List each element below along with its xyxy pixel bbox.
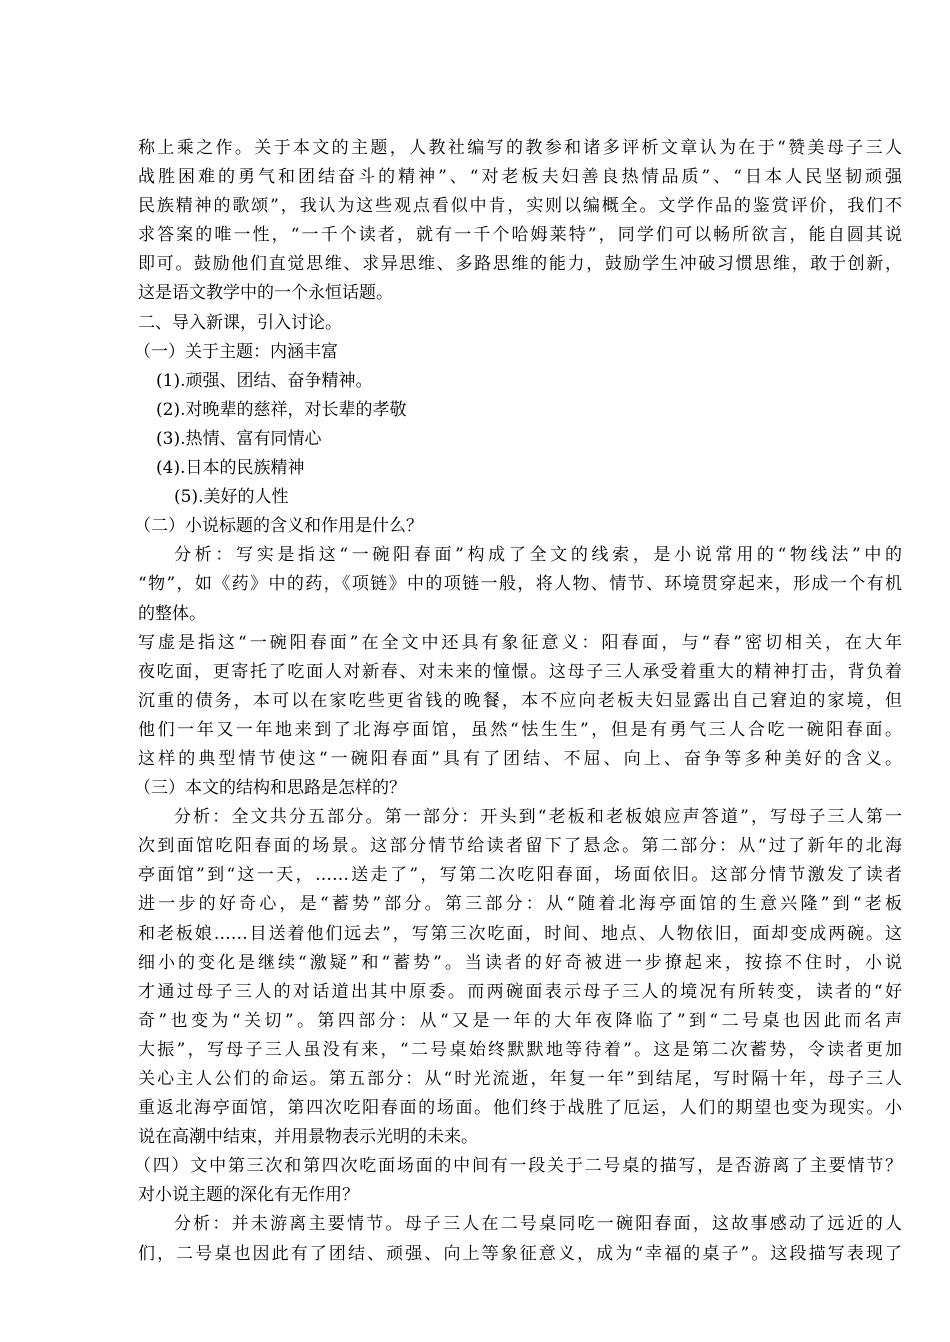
text-line: 奇”也变为“关切”。第四部分：从“又是一年的大年夜降临了”到“二号桌也因此而名声 [138,1010,902,1031]
text-line: (1).顽强、团结、奋争精神。 [156,370,373,391]
text-line: (5).美好的人性 [174,487,289,508]
text-line: 称上乘之作。关于本文的主题，人教社编写的教参和诸多评析文章认为在于“赞美母子三人 [138,138,902,158]
text-line: （一）关于主题：内涵丰富 [134,341,338,362]
text-line: 民族精神的歌颂”，我认为这些观点看似中肯，实则以编概全。文学作品的鉴赏评价，我们不 [138,196,902,217]
text-line: 写虚是指这“一碗阳春面”在全文中还具有象征意义：阳春面，与“春”密切相关，在大年 [138,632,902,653]
text-line: 关心主人公们的命运。第五部分：从“时光流逝，年复一年”到结尾，写时隔十年，母子三人 [138,1069,902,1089]
text-line: 即可。鼓励他们直觉思维、求异思维、多路思维的能力，鼓励学生冲破习惯思维，敢于创新， [138,254,902,275]
text-line: 他们一年又一年地来到了北海亭面馆，虽然“怯生生”，但是有勇气三人合吃一碗阳春面。 [138,719,902,740]
text-line: 战胜困难的勇气和团结奋斗的精神”、“对老板夫妇善良热情品质”、“日本人民坚韧顽强 [138,167,902,188]
text-line: 细小的变化是继续“激疑”和“蓄势”。当读者的好奇被进一步撩起来，按捺不住时，小说 [138,952,902,973]
text-line: “物”，如《药》中的药，《项链》中的项链一般，将人物、情节、环境贯穿起来，形成一个有机 [138,574,902,595]
document-body [134,134,902,1269]
text-line: 重返北海亭面馆，第四次吃阳春面的场面。他们终于战胜了厄运，人们的期望也变为现实。小 [138,1098,902,1119]
text-line: 次到面馆吃阳春面的场景。这部分情节给读者留下了悬念。第二部分：从“过了新年的北海 [138,836,902,857]
text-line: 进一步的好奇心，是“蓄势”部分。第三部分：从“随着北海亭面馆的生意兴隆”到“老板 [138,894,902,915]
text-line: 说在高潮中结束，并用景物表示光明的未来。 [138,1127,478,1148]
text-line: （二）小说标题的含义和作用是什么？ [134,516,423,537]
text-line: 这是语文教学中的一个永恒话题。 [138,283,393,304]
text-line: 对小说主题的深化有无作用？ [138,1185,359,1206]
text-line: 和老板娘……目送着他们远去”，写第三次吃面，时间、地点、人物依旧，面却变成两碗。这 [138,923,902,944]
text-line: （四）文中第三次和第四次吃面场面的中间有一段关于二号桌的描写，是否游离了主要情节？ [134,1156,902,1177]
text-line: 求答案的唯一性，“一千个读者，就有一千个哈姆莱特”，同学们可以畅所欲言，能自圆其说 [138,225,902,246]
text-line: 沉重的债务，本可以在家吃些更省钱的晚餐，本不应向老板夫妇显露出自己窘迫的家境，但 [138,690,902,711]
text-line: 们，二号桌也因此有了团结、顽强、向上等象征意义，成为“幸福的桌子”。这段描写表现了 [138,1243,902,1264]
text-line: 才通过母子三人的对话道出其中原委。而两碗面表示母子三人的境况有所转变，读者的“好 [138,981,902,1002]
text-line: (2).对晚辈的慈祥，对长辈的孝敬 [156,399,407,420]
text-line: 的整体。 [138,603,206,624]
text-line: （三）本文的结构和思路是怎样的？ [134,778,406,799]
text-line: 分析：写实是指这“一碗阳春面”构成了全文的线索，是小说常用的“物线法”中的 [174,545,902,566]
text-line: (4).日本的民族精神 [156,458,305,479]
text-line: 分析：全文共分五部分。第一部分：开头到“老板和老板娘应声答道”，写母子三人第一 [174,807,902,828]
text-line: 这样的典型情节使这“一碗阳春面”具有了团结、不屈、向上、奋争等多种美好的含义。 [138,748,902,769]
text-line: 二、导入新课，引入讨论。 [138,312,342,333]
text-line: 大振”，写母子三人虽没有来，“二号桌始终默默地等待着”。这是第二次蓄势，令读者更加 [138,1039,902,1060]
text-line: 分析：并未游离主要情节。母子三人在二号桌同吃一碗阳春面，这故事感动了远近的人 [174,1214,902,1235]
text-line: 夜吃面，更寄托了吃面人对新春、对未来的憧憬。这母子三人承受着重大的精神打击，背负着 [138,661,902,682]
text-line: (3).热情、富有同情心 [156,428,322,449]
text-line: 亭面馆”到“这一天，……送走了”，写第二次吃阳春面，场面依旧。这部分情节激发了读者 [138,865,902,886]
